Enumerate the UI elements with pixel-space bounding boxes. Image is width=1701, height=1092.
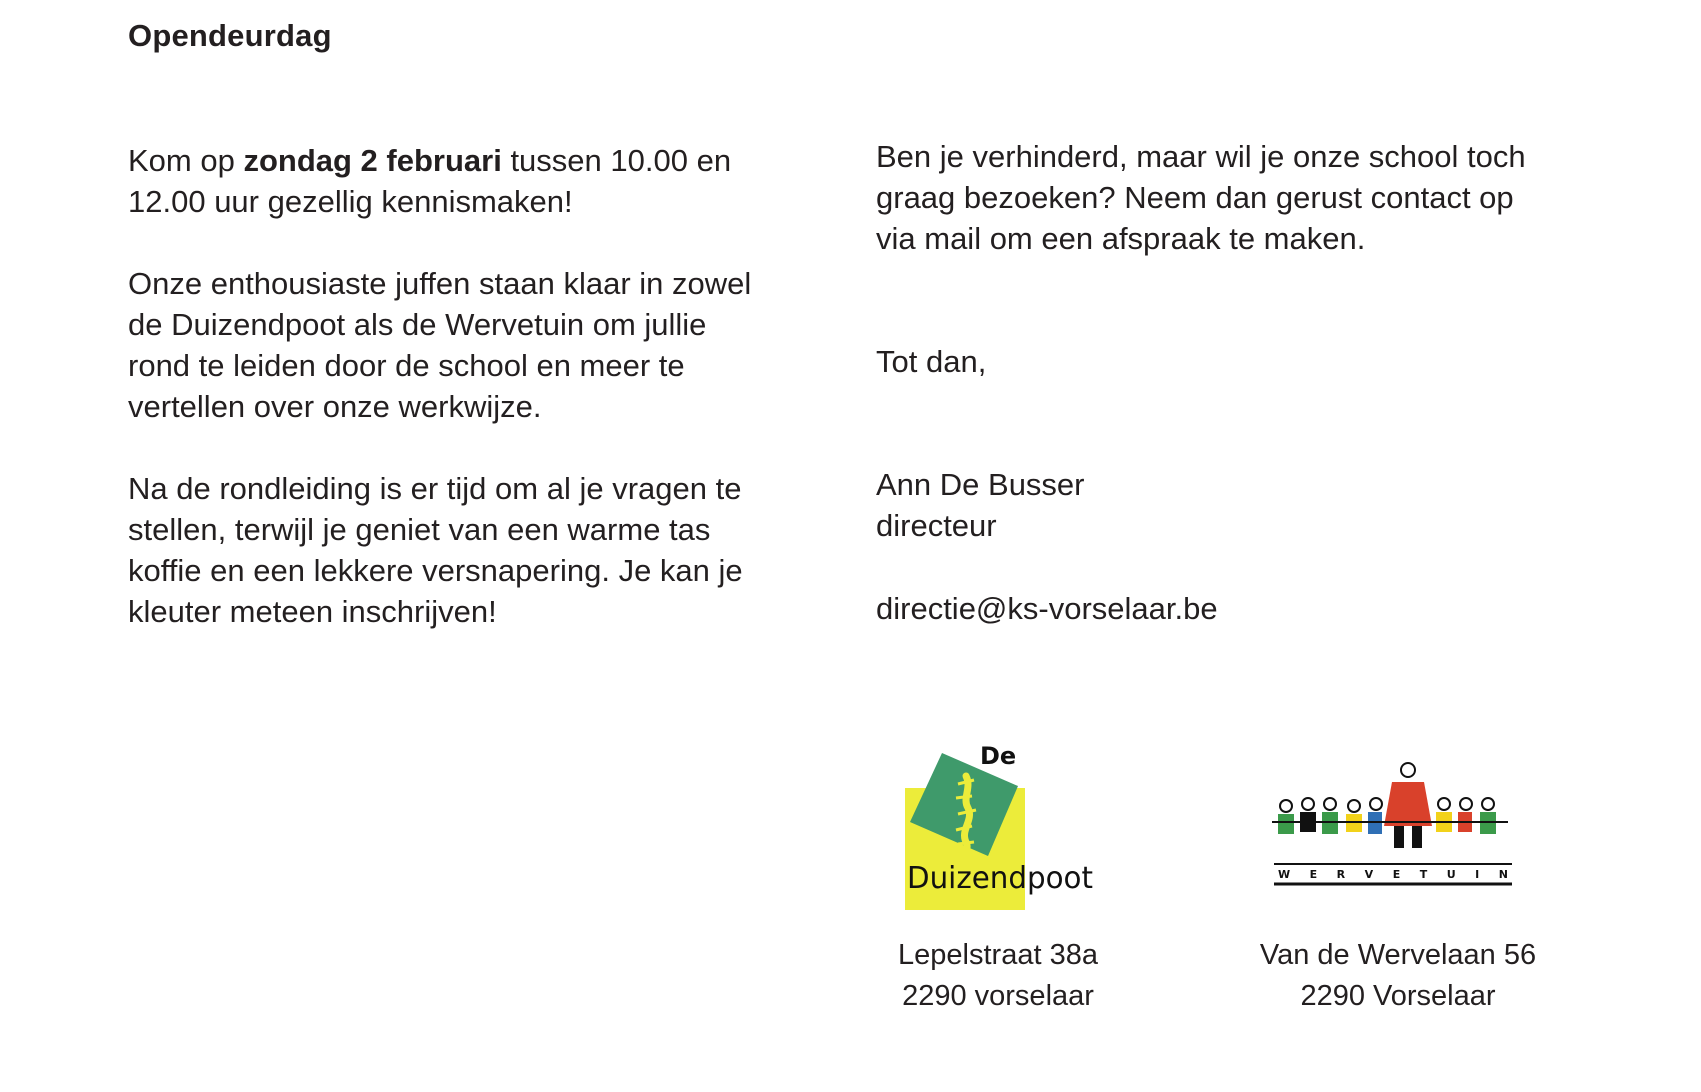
logo-word-wervetuin: W E R V E T U I N xyxy=(1278,868,1508,881)
paragraph-line: rond te leiden door de school en meer te xyxy=(128,348,685,383)
paragraph-line: graag bezoeken? Neem dan gerust contact op xyxy=(876,180,1514,215)
paragraph-line: Onze enthousiaste juffen staan klaar in zowel xyxy=(128,266,752,301)
left-column xyxy=(128,140,808,632)
page-title: Opendeurdag xyxy=(128,18,332,53)
paragraph-line: stellen, terwijl je geniet van een warme tas xyxy=(128,512,711,547)
address-street: Van de Wervelaan 56 xyxy=(1259,939,1537,971)
intro-line-2: 12.00 uur gezellig kennismaken! xyxy=(128,184,573,219)
date-highlight: zondag 2 februari xyxy=(243,143,502,178)
paragraph-line: kleuter meteen inschrijven! xyxy=(128,594,497,629)
address-duizendpoot xyxy=(878,935,1118,1017)
closing: Tot dan, xyxy=(876,344,987,379)
signatory-role: directeur xyxy=(876,508,997,543)
paragraph-line: Na de rondleiding is er tijd om al je vragen te xyxy=(128,471,742,506)
paragraph-line: Ben je verhinderd, maar wil je onze school toch xyxy=(876,139,1526,174)
wervetuin-logo xyxy=(1268,762,1518,902)
intro-line-1: Kom op zondag 2 februari tussen 10.00 en xyxy=(128,143,732,178)
address-street: Lepelstraat 38a xyxy=(898,939,1098,971)
paragraph-line: vertellen over onze werkwijze. xyxy=(128,389,542,424)
address-city: 2290 Vorselaar xyxy=(1300,980,1496,1012)
children-figures-icon xyxy=(1272,763,1508,848)
duizendpoot-logo xyxy=(900,738,1100,913)
address-city: 2290 vorselaar xyxy=(902,980,1094,1012)
paragraph-line: via mail om een afspraak te maken. xyxy=(876,221,1366,256)
contact-email: directie@ks-vorselaar.be xyxy=(876,591,1218,626)
logo-word-de: De xyxy=(980,742,1017,770)
paragraph-line: koffie en een lekkere versnapering. Je kan je xyxy=(128,553,743,588)
address-wervetuin xyxy=(1238,935,1558,1017)
signatory-name: Ann De Busser xyxy=(876,467,1085,502)
paragraph-line: de Duizendpoot als de Wervetuin om jullie xyxy=(128,307,707,342)
right-column xyxy=(876,136,1596,629)
logo-word-duizendpoot: Duizendpoot xyxy=(907,861,1094,896)
